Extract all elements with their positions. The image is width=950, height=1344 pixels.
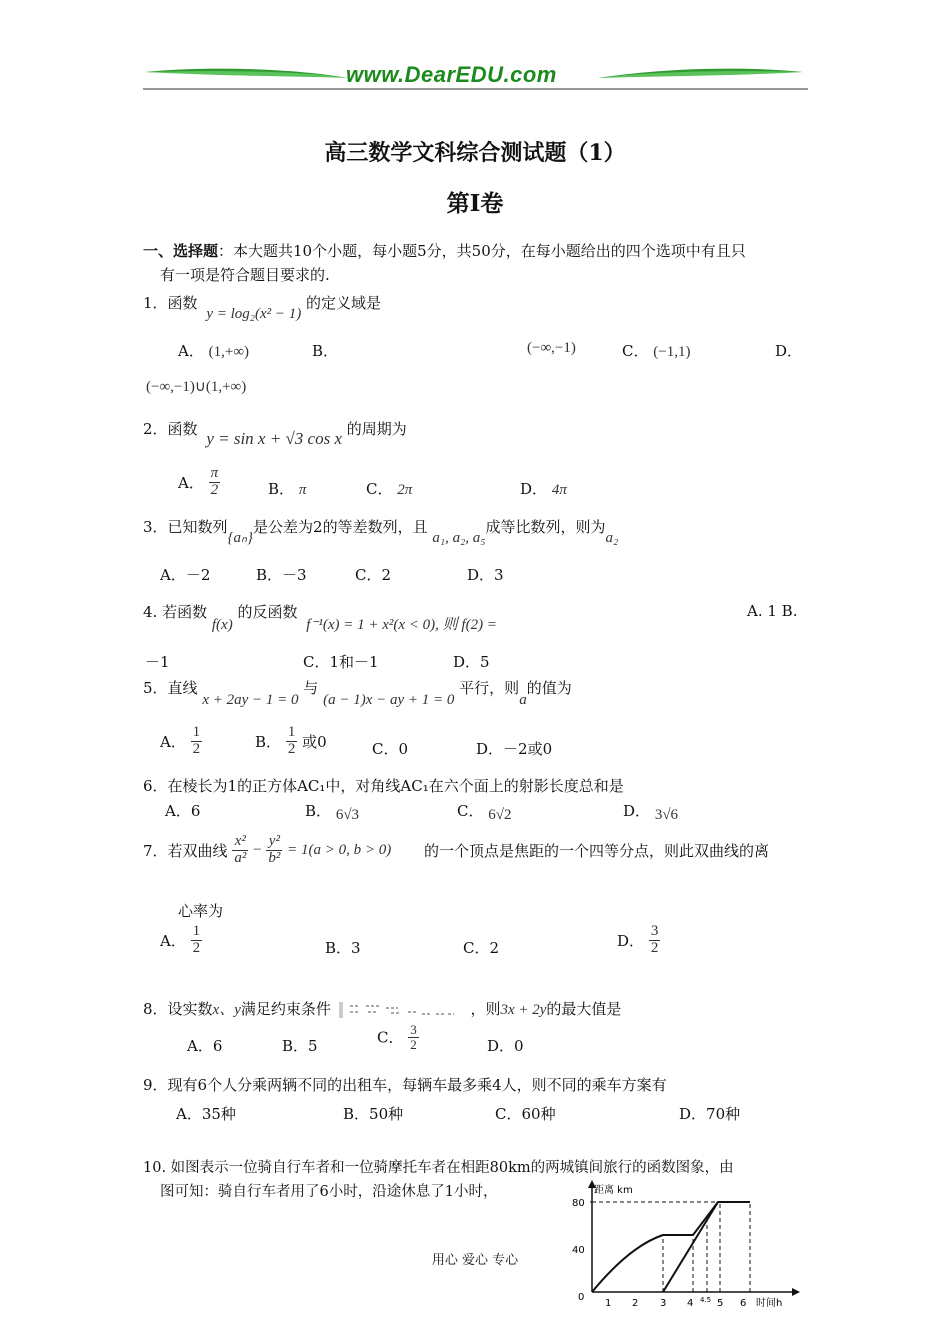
q5-option-d: D．－2或0 (476, 740, 553, 758)
q1-expression: y = log₂(x² − 1) (206, 306, 302, 322)
q8-option-c: C． $\frac{3}{2}$ (377, 1022, 417, 1052)
distance-time-graph (560, 1180, 800, 1315)
q6-option-b: B． 6√3 (305, 802, 360, 823)
ytick-80: 80 (572, 1198, 585, 1209)
question-4: 4. 若函数 f(x) 的反函数 f⁻¹(x) = 1 + x²(x < 0), 则 f(2) = (143, 603, 497, 633)
page-title: 高三数学文科综合测试题（1） (324, 140, 626, 166)
q8-option-a: A．6 (187, 1037, 223, 1055)
q1-option-c: C． (−1,1) (622, 342, 691, 360)
q9-option-c: C．60种 (495, 1105, 556, 1123)
xtick-1: 1 (605, 1298, 612, 1309)
q1-option-a: A． (1,+∞) (178, 342, 250, 360)
q7-option-d: D． $\frac{3}{2}$ (617, 923, 659, 956)
xtick-4-5: 4.5 (700, 1296, 712, 1304)
question-1 (143, 292, 382, 322)
section-intro (143, 240, 746, 261)
q4-option-ab: A. 1 B. (747, 602, 798, 620)
q4-option-c: C．1和－1 (303, 653, 379, 671)
ytick-40: 40 (572, 1245, 585, 1256)
q1-option-d-label: D． (775, 342, 803, 360)
section-intro-line1: ：本大题共10个小题，每小题5分，共50分，在每小题给出的四个选项中有且只 (218, 242, 746, 260)
ytick-0: 0 (578, 1292, 585, 1303)
q5-option-a: A． $\frac{1}{2}$ (160, 724, 201, 757)
q1-option-b: (−∞,−1) (527, 340, 576, 356)
site-logo[interactable]: www.DearEDU.com (346, 62, 557, 87)
graph-xlabel: 时间h (756, 1298, 783, 1309)
q2-option-d: D． 4π (520, 480, 567, 498)
q1-option-d: (−∞,−1)∪(1,+∞) (146, 379, 247, 395)
q9-option-d: D．70种 (679, 1105, 741, 1123)
q3-option-a: A．－2 (160, 566, 211, 584)
q8-option-d: D．0 (487, 1037, 524, 1055)
q7-tail: 的一个顶点是焦距的一个四等分点，则此双曲线的离 (424, 842, 770, 860)
q7-option-a: A． $\frac{1}{2}$ (160, 923, 201, 956)
q1-tail: 的定义域是 (306, 294, 382, 312)
q2-option-c: C． 2π (366, 480, 413, 498)
q7-line2: 心率为 (178, 902, 224, 920)
q9-option-b: B．50种 (343, 1105, 404, 1123)
q9-option-a: A．35种 (176, 1105, 236, 1123)
footer-text: 用心 爱心 专心 (431, 1253, 519, 1268)
question-3: 3．已知数列{aₙ}是公差为2的等差数列，且 a₁, a₂, a₅成等比数列，则为a₂ (143, 518, 619, 546)
question-10-line2: 图可知：骑自行车者用了6小时，沿途休息了1小时， (160, 1184, 498, 1200)
q3-option-b: B．－3 (256, 566, 307, 584)
section-heading: 一、选择题 (143, 242, 219, 260)
xtick-2: 2 (632, 1298, 639, 1309)
q3-option-d: D．3 (467, 566, 504, 584)
xtick-6: 6 (740, 1298, 747, 1309)
section-intro-line2: 有一项是符合题目要求的. (160, 266, 330, 284)
q2-option-a: A． $\frac{\pi}{2}$ (178, 465, 219, 498)
graph-ylabel: 距离 km (594, 1185, 633, 1196)
xtick-4: 4 (687, 1298, 694, 1309)
q2-option-b: B． π (268, 480, 307, 498)
question-8: 8．设实数x、y满足约束条件 ，则3x + 2y的最大值是 (143, 1000, 622, 1018)
xtick-3: 3 (660, 1298, 667, 1309)
xtick-5: 5 (717, 1298, 724, 1309)
question-7: 7．若双曲线 $\frac{\text{x²}}{\text{a²}}$ − $\frac{\text{y²}}{\text{b²}}$ = 1(a > 0, b > 0) (143, 833, 392, 866)
question-5: 5．直线 x + 2ay − 1 = 0 与 (a − 1)x − ay + 1 = 0 平行，则a的值为 (143, 679, 572, 708)
q8-option-b: B．5 (282, 1037, 318, 1055)
q4-option-b: －1 (145, 653, 170, 671)
q6-option-a: A．6 (165, 802, 201, 820)
question-9: 9．现有6个人分乘两辆不同的出租车，每辆车最多乘4人，则不同的乘车方案有 (143, 1076, 667, 1094)
q1-option-b-label: B． (312, 342, 339, 360)
q7-option-c: C．2 (463, 939, 500, 957)
q1-stem: 1．函数 (143, 294, 198, 312)
constraint-system-image (336, 1000, 466, 1020)
q5-option-b: B． $\frac{1}{2}$ 或0 (255, 724, 327, 757)
q4-option-d: D．5 (453, 653, 490, 671)
q7-option-b: B．3 (325, 939, 361, 957)
question-6: 6．在棱长为1的正方体AC₁中，对角线AC₁在六个面上的射影长度总和是 (143, 777, 624, 795)
q6-option-c: C． 6√2 (457, 802, 512, 823)
volume-heading: 第Ⅰ卷 (446, 190, 504, 217)
question-10: 10. 如图表示一位骑自行车者和一位骑摩托车者在相距80km的两城镇间旅行的函数图象，由 (143, 1160, 734, 1176)
q6-option-d: D． 3√6 (623, 802, 679, 823)
q5-option-c: C．0 (372, 740, 409, 758)
q2-expression: y = sin x + √3 cos x (206, 429, 342, 448)
question-2: 2．函数 y = sin x + √3 cos x 的周期为 (143, 420, 407, 448)
q3-option-c: C．2 (355, 566, 392, 584)
